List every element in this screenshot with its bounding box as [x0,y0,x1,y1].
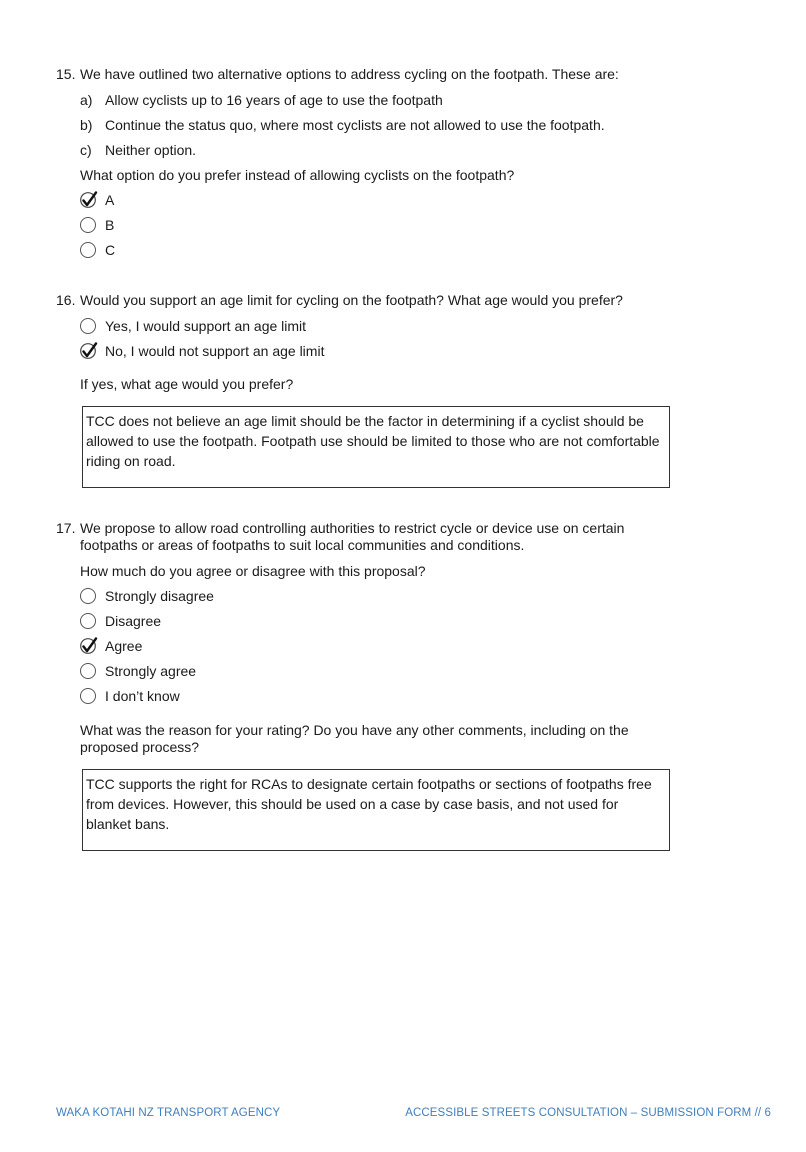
question-text: Would you support an age limit for cycling on the footpath? What age would you prefer? [80,292,623,308]
radio-button[interactable] [80,242,96,258]
answer-textbox[interactable] [82,406,670,488]
question-number: 15. [56,66,76,82]
choice-label: A [105,192,115,208]
option-letter: a) [80,92,93,108]
answer-line: from devices. However, this should be used on a case by case basis, and not used for [86,796,619,812]
choice-label: Yes, I would support an age limit [105,318,307,334]
question-prompt: If yes, what age would you prefer? [80,376,294,392]
option-text: Neither option. [105,142,197,158]
question-prompt: How much do you agree or disagree with this proposal? [80,563,426,579]
reason-prompt: What was the reason for your rating? Do you have any other comments, including on the [80,722,629,738]
radio-button[interactable] [80,688,96,704]
answer-line: TCC does not believe an age limit should be the factor in determining if a cyclist should be [86,413,644,429]
choice-label: Strongly disagree [105,588,214,604]
option-text: Continue the status quo, where most cyclists are not allowed to use the footpath. [105,117,605,133]
question-number: 16. [56,292,76,308]
choice-label: No, I would not support an age limit [105,343,325,359]
question-prompt: What option do you prefer instead of allowing cyclists on the footpath? [80,167,515,183]
answer-line: allowed to use the footpath. Footpath use should be limited to those who are not comfortable [86,433,660,449]
radio-button[interactable] [80,588,96,604]
question-text: We have outlined two alternative options to address cycling on the footpath. These are: [80,66,619,82]
answer-line: blanket bans. [86,816,170,832]
radio-button[interactable] [80,217,96,233]
reason-prompt: proposed process? [80,739,200,755]
question-text: We propose to allow road controlling authorities to restrict cycle or device use on certain [80,520,625,536]
answer-line: TCC supports the right for RCAs to designate certain footpaths or sections of footpaths free [86,776,652,792]
footer-form-title: ACCESSIBLE STREETS CONSULTATION – SUBMISSION FORM // 6 [405,1107,771,1119]
answer-textbox[interactable] [82,769,670,851]
radio-button[interactable] [80,663,96,679]
footer-agency: WAKA KOTAHI NZ TRANSPORT AGENCY [56,1107,281,1119]
checked-radio-icon[interactable] [80,342,98,360]
question-text: footpaths or areas of footpaths to suit local communities and conditions. [80,537,525,553]
option-text: Allow cyclists up to 16 years of age to use the footpath [105,92,443,108]
checked-radio-icon[interactable] [80,637,98,655]
checked-radio-icon[interactable] [80,191,98,209]
option-letter: b) [80,117,93,133]
option-letter: c) [80,142,92,158]
choice-label: Disagree [105,613,162,629]
choice-label: I don’t know [105,688,180,704]
radio-button[interactable] [80,613,96,629]
choice-label: Strongly agree [105,663,197,679]
answer-line: riding on road. [86,453,176,469]
radio-button[interactable] [80,318,96,334]
choice-label: B [105,217,115,233]
question-number: 17. [56,520,76,536]
choice-label: C [105,242,116,258]
choice-label: Agree [105,638,143,654]
